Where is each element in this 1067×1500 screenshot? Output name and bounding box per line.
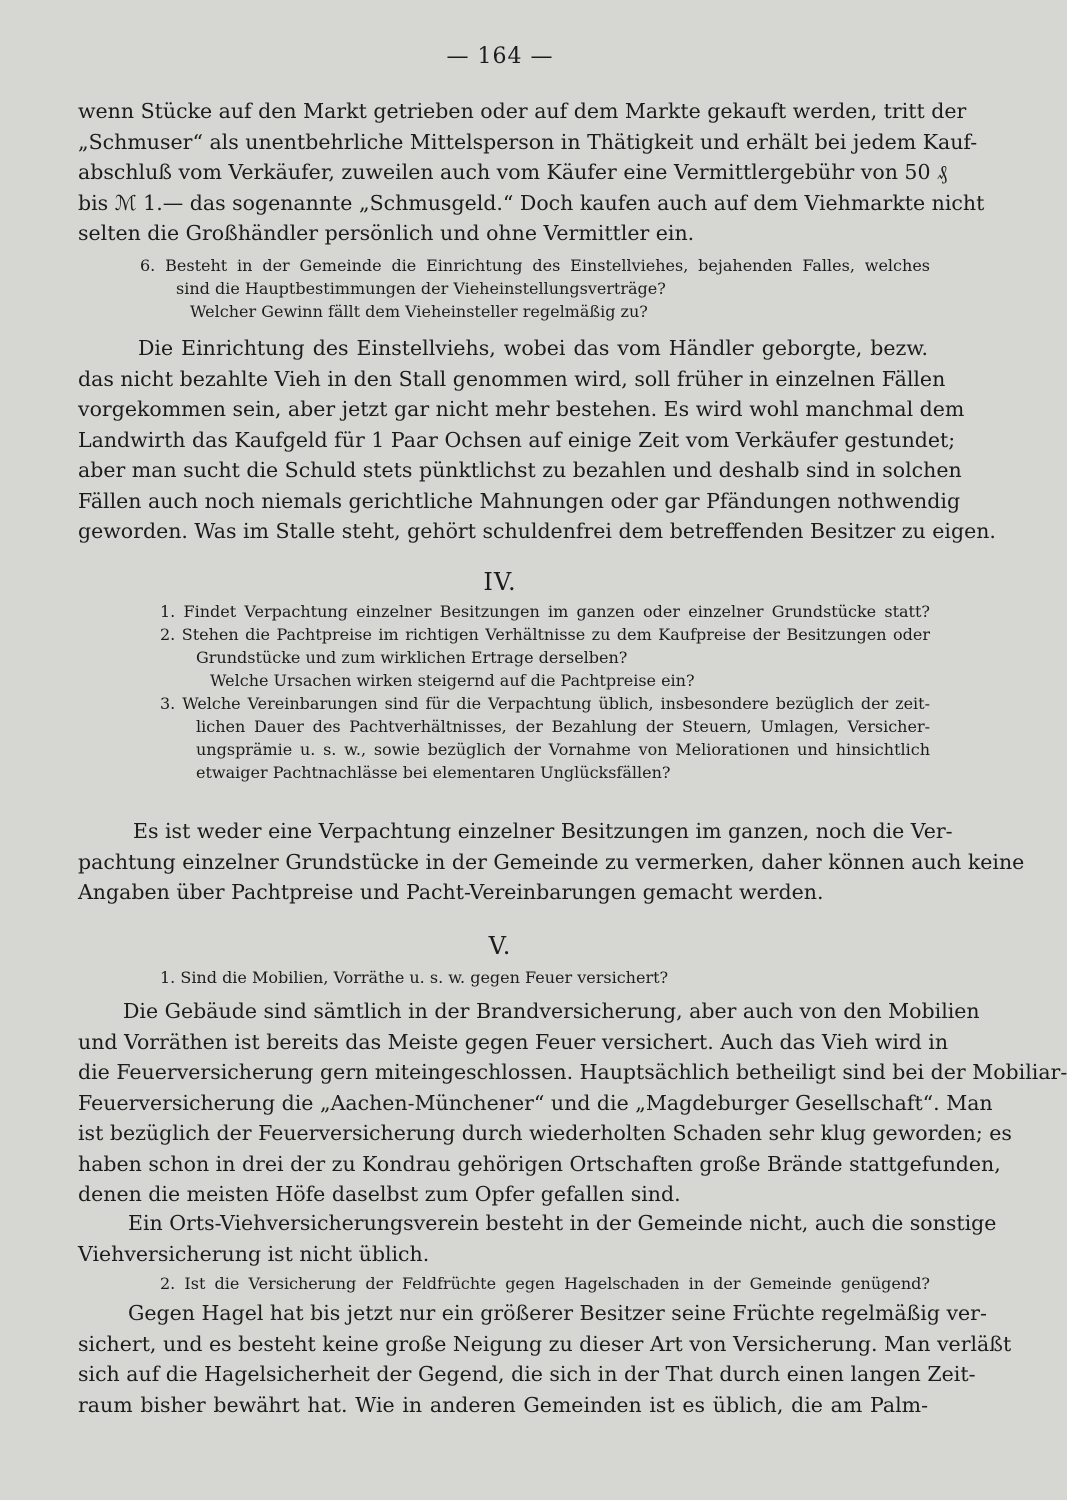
text-line: denen die meisten Höfe daselbst zum Opfer gefallen sind. xyxy=(78,1182,681,1206)
question-6 xyxy=(140,254,930,323)
text-line: Es ist weder eine Verpachtung einzelner Besitzungen im ganzen, noch die Ver- xyxy=(133,819,953,843)
text-line: die Feuerversicherung gern miteingeschlossen. Hauptsächlich betheiligt sind bei der Mobiliar- xyxy=(78,1060,1067,1084)
paragraph-viehversicherung xyxy=(78,1208,997,1269)
text-line: abschluß vom Verkäufer, zuweilen auch vom Käufer eine Vermittlergebühr von 50 ₰ xyxy=(78,160,948,184)
question-v-2 xyxy=(160,1272,930,1295)
text-line: Feuerversicherung die „Aachen-Münchener“ und die „Magdeburger Gesellschaft“. Man xyxy=(78,1090,993,1115)
text-line: und Vorräthen ist bereits das Meiste gegen Feuer versichert. Auch das Vieh wird in xyxy=(78,1029,949,1054)
paragraph-hagelversicherung xyxy=(78,1298,1012,1420)
text-line: Landwirth das Kaufgeld für 1 Paar Ochsen auf einige Zeit vom Verkäufer gestundet; xyxy=(78,427,956,452)
text-line: geworden. Was im Stalle steht, gehört schuldenfrei dem betreffenden Besitzer zu eigen. xyxy=(78,519,996,543)
paragraph-livestock-trade xyxy=(78,96,985,249)
questions-iv xyxy=(160,600,930,784)
text-line: sich auf die Hagelsicherheit der Gegend, die sich in der That durch einen langen Zeit- xyxy=(78,1362,976,1386)
text-line: aber man sucht die Schuld stets pünktlichst zu bezahlen und deshalb sind in solchen xyxy=(78,458,962,482)
question-line: Grundstücke und zum wirklichen Ertrage derselben? xyxy=(196,648,628,667)
text-line: haben schon in drei der zu Kondrau gehörigen Ortschaften große Brände stattgefunden, xyxy=(78,1151,1001,1176)
text-line: „Schmuser“ als unentbehrliche Mittelsperson in Thätigkeit und erhält bei jedem Kauf- xyxy=(78,129,978,154)
question-line: 2. Ist die Versicherung der Feldfrüchte gegen Hagelschaden in der Gemeinde genügend? xyxy=(160,1274,930,1293)
question-line: lichen Dauer des Pachtverhältnisses, der Bezahlung der Steuern, Umlagen, Versicher- xyxy=(196,717,930,736)
question-line: sind die Hauptbestimmungen der Vieheinstellungsverträge? xyxy=(176,279,666,298)
text-line: Angaben über Pachtpreise und Pacht-Vereinbarungen gemacht werden. xyxy=(78,880,824,904)
text-line: selten die Großhändler persönlich und ohne Vermittler ein. xyxy=(78,221,695,245)
text-line: pachtung einzelner Grundstücke in der Gemeinde zu vermerken, daher können auch keine xyxy=(78,849,1025,874)
paragraph-einstellvieh xyxy=(78,333,996,547)
text-line: bis ℳ 1.— das sogenannte „Schmusgeld.“ Doch kaufen auch auf dem Viehmarkte nicht xyxy=(78,190,985,215)
text-line: raum bisher bewährt hat. Wie in anderen Gemeinden ist es üblich, die am Palm- xyxy=(78,1392,928,1417)
question-line: 1. Findet Verpachtung einzelner Besitzungen im ganzen oder einzelner Grundstücke statt? xyxy=(160,602,930,621)
question-line: Welche Ursachen wirken steigernd auf die Pachtpreise ein? xyxy=(210,671,695,690)
text-line: Die Gebäude sind sämtlich in der Brandversicherung, aber auch von den Mobilien xyxy=(123,999,980,1023)
text-line: Ein Orts-Viehversicherungsverein besteht in der Gemeinde nicht, auch die sonstige xyxy=(128,1211,997,1235)
question-line: 3. Welche Vereinbarungen sind für die Verpachtung üblich, insbesondere bezüglich der zeit- xyxy=(160,694,930,713)
text-line: Gegen Hagel hat bis jetzt nur ein größerer Besitzer seine Früchte regelmäßig ver- xyxy=(128,1301,987,1325)
text-line: sichert, und es besteht keine große Neigung zu dieser Art von Versicherung. Man verläßt xyxy=(78,1331,1012,1356)
question-line: 1. Sind die Mobilien, Vorräthe u. s. w. gegen Feuer versichert? xyxy=(160,968,669,987)
question-line: 6. Besteht in der Gemeinde die Einrichtung des Einstellviehes, bejahenden Falles, welches xyxy=(140,256,930,275)
question-line: 2. Stehen die Pachtpreise im richtigen Verhältnisse zu dem Kaufpreise der Besitzungen oder xyxy=(160,625,930,644)
text-line: vorgekommen sein, aber jetzt gar nicht mehr bestehen. Es wird wohl manchmal dem xyxy=(78,397,965,421)
question-line: ungsprämie u. s. w., sowie bezüglich der Vornahme von Meliorationen und hinsichtlich xyxy=(196,740,930,759)
paragraph-feuerversicherung xyxy=(78,996,1067,1210)
text-line: Viehversicherung ist nicht üblich. xyxy=(78,1241,430,1266)
text-line: Fällen auch noch niemals gerichtliche Mahnungen oder gar Pfändungen nothwendig xyxy=(78,488,961,513)
question-line: Welcher Gewinn fällt dem Vieheinsteller regelmäßig zu? xyxy=(190,302,648,321)
text-line: Die Einrichtung des Einstellviehs, wobei das vom Händler geborgte, bezw. xyxy=(138,336,928,360)
question-line: etwaiger Pachtnachlässe bei elementaren Unglücksfällen? xyxy=(196,763,671,782)
question-v-1 xyxy=(160,966,930,989)
text-line: ist bezüglich der Feuerversicherung durch wiederholten Schaden sehr klug geworden; es xyxy=(78,1121,1012,1145)
text-line: wenn Stücke auf den Markt getrieben oder auf dem Markte gekauft werden, tritt der xyxy=(78,99,967,123)
page-number: — 164 — xyxy=(446,44,554,69)
paragraph-verpachtung xyxy=(78,816,1025,908)
section-heading-iv: IV. xyxy=(483,568,517,596)
section-heading-v: V. xyxy=(488,932,512,960)
text-line: das nicht bezahlte Vieh in den Stall genommen wird, soll früher in einzelnen Fällen xyxy=(78,366,946,391)
